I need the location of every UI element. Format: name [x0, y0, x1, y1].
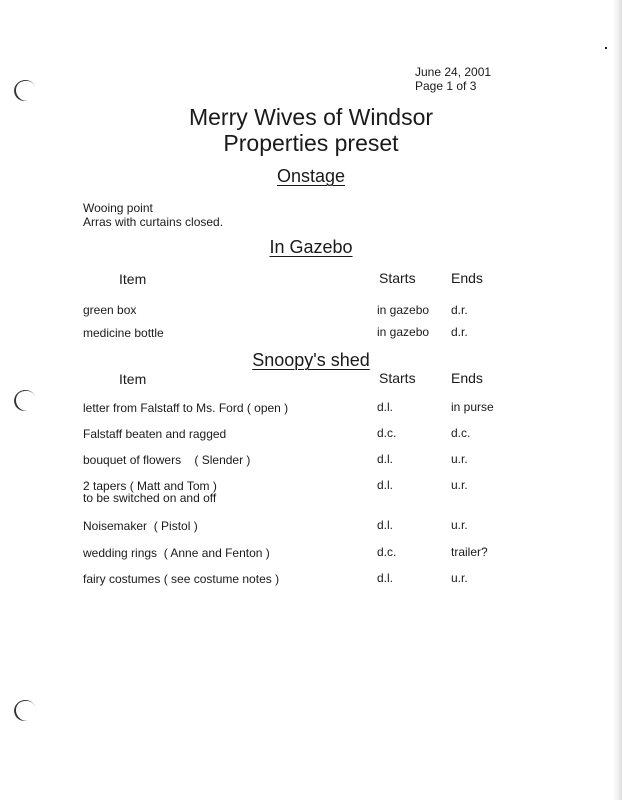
- gazebo-row-item: medicine bottle: [83, 326, 164, 340]
- shed-row-starts: d.l.: [377, 452, 394, 466]
- shed-row-starts: d.l.: [377, 400, 394, 414]
- shed-row-item: Falstaff beaten and ragged: [83, 427, 227, 441]
- shed-row-ends: trailer?: [451, 545, 488, 559]
- gazebo-row-starts: in gazebo: [377, 303, 430, 317]
- punch-hole-top: [11, 77, 39, 104]
- document-title: Merry Wives of Windsor: [188, 104, 434, 130]
- shed-row-starts: d.l.: [377, 478, 394, 492]
- gazebo-column-item: Item: [119, 271, 147, 287]
- onstage-line-2: Arras with curtains closed.: [83, 215, 224, 229]
- shed-row-starts: d.c.: [377, 426, 397, 440]
- section-heading-gazebo: In Gazebo: [269, 237, 353, 257]
- onstage-line-1: Wooing point: [83, 201, 153, 215]
- gazebo-row-ends: d.r.: [451, 325, 468, 339]
- punch-hole-middle: [11, 387, 39, 414]
- section-heading-shed: Snoopy's shed: [252, 350, 370, 370]
- shed-row-ends: u.r.: [451, 478, 468, 492]
- shed-column-item: Item: [119, 371, 147, 387]
- shed-column-ends: Ends: [451, 370, 483, 386]
- shed-row-ends: d.c.: [451, 426, 471, 440]
- shed-row-item: bouquet of flowers ( Slender ): [83, 453, 251, 467]
- document-subtitle: Properties preset: [223, 130, 399, 156]
- shed-row-starts: d.l.: [377, 518, 394, 532]
- shed-row-starts: d.c.: [377, 545, 397, 559]
- shed-column-starts: Starts: [379, 370, 416, 386]
- shed-row-item-note: to be switched on and off: [83, 491, 217, 505]
- shed-row-ends: u.r.: [451, 571, 468, 585]
- section-heading-onstage: Onstage: [276, 166, 346, 186]
- shed-row-ends: u.r.: [451, 518, 468, 532]
- shed-row-item: 2 tapers ( Matt and Tom ): [83, 479, 217, 493]
- gazebo-column-starts: Starts: [379, 270, 416, 286]
- punch-hole-bottom: [11, 697, 39, 724]
- shed-row-item: Noisemaker ( Pistol ): [83, 519, 198, 533]
- gazebo-row-item: green box: [83, 303, 137, 317]
- header-date: June 24, 2001: [415, 65, 492, 79]
- gazebo-row-starts: in gazebo: [377, 325, 430, 339]
- shed-row-item: letter from Falstaff to Ms. Ford ( open ): [83, 401, 289, 415]
- header-page-number: Page 1 of 3: [415, 79, 477, 93]
- shed-row-item: wedding rings ( Anne and Fenton ): [83, 546, 270, 560]
- shed-row-ends: in purse: [451, 400, 494, 414]
- gazebo-column-ends: Ends: [451, 270, 483, 286]
- shed-row-item: fairy costumes ( see costume notes ): [83, 572, 280, 586]
- shed-row-starts: d.l.: [377, 571, 394, 585]
- scan-speck: [605, 47, 607, 49]
- gazebo-row-ends: d.r.: [451, 303, 468, 317]
- shed-row-ends: u.r.: [451, 452, 468, 466]
